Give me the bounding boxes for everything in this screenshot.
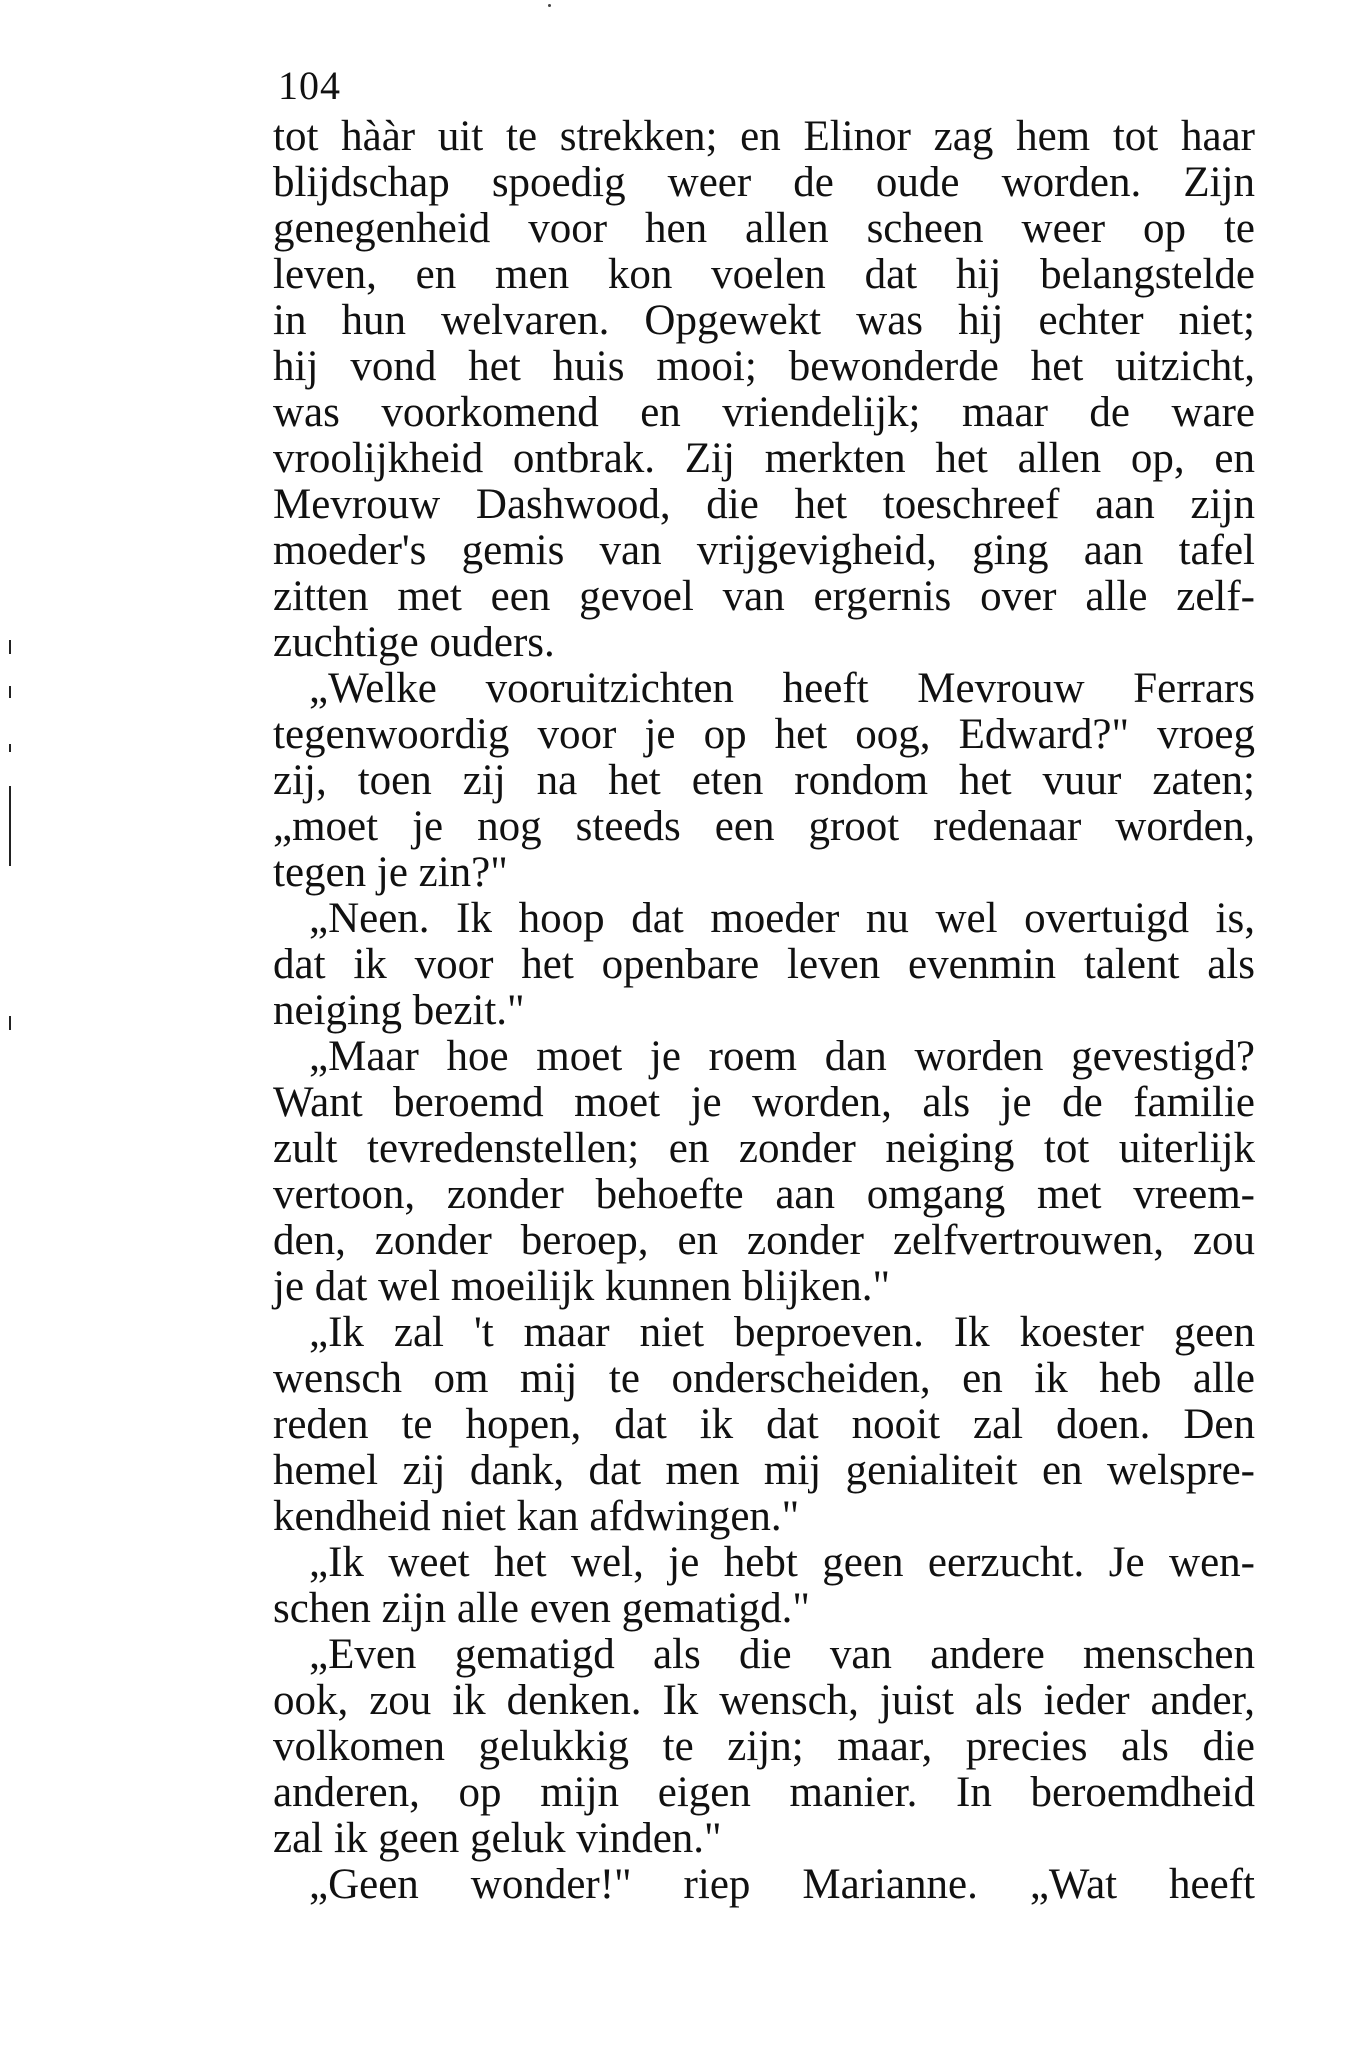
text-line: ook, zou ik denken. Ik wensch, juist als ieder ander, (273, 1677, 1255, 1724)
text-line: den, zonder beroep, en zonder zelfvertrouwen, zou (273, 1217, 1255, 1264)
text-line: blijdschap spoedig weer de oude worden. Zijn (273, 159, 1255, 206)
text-line: schen zijn alle even gematigd." (273, 1585, 810, 1632)
text-line: vroolijkheid ontbrak. Zij merkten het allen op, en (273, 435, 1255, 482)
text-line: tot hààr uit te strekken; en Elinor zag hem tot haar (273, 113, 1255, 160)
text-line: „Neen. Ik hoop dat moeder nu wel overtuigd is, (309, 895, 1255, 942)
text-line: reden te hopen, dat ik dat nooit zal doen. Den (273, 1401, 1255, 1448)
text-line: volkomen gelukkig te zijn; maar, precies als die (273, 1723, 1255, 1770)
text-line: tegenwoordig voor je op het oog, Edward?" vroeg (273, 711, 1255, 758)
text-line: zal ik geen geluk vinden." (273, 1815, 722, 1862)
body-text (273, 114, 1255, 1908)
text-line: zij, toen zij na het eten rondom het vuur zaten; (273, 757, 1255, 804)
text-line: tegen je zin?" (273, 849, 508, 896)
text-line: „Ik zal 't maar niet beproeven. Ik koester geen (309, 1309, 1255, 1356)
text-line: „Welke vooruitzichten heeft Mevrouw Ferrars (309, 665, 1255, 712)
text-line: „Geen wonder!" riep Marianne. „Wat heeft (309, 1861, 1255, 1908)
text-line: zuchtige ouders. (273, 619, 555, 666)
text-line: in hun welvaren. Opgewekt was hij echter niet; (273, 297, 1255, 344)
text-line: moeder's gemis van vrijgevigheid, ging aan tafel (273, 527, 1255, 574)
text-line: Want beroemd moet je worden, als je de familie (273, 1079, 1255, 1126)
text-line: zitten met een gevoel van ergernis over alle zelf- (273, 573, 1255, 620)
text-line: anderen, op mijn eigen manier. In beroemdheid (273, 1769, 1255, 1816)
text-line: „moet je nog steeds een groot redenaar worden, (273, 803, 1255, 850)
text-line: dat ik voor het openbare leven evenmin talent als (273, 941, 1255, 988)
text-line: zult tevredenstellen; en zonder neiging tot uiterlijk (273, 1125, 1255, 1172)
text-line: was voorkomend en vriendelijk; maar de ware (273, 389, 1255, 436)
text-line: „Even gematigd als die van andere menschen (309, 1631, 1255, 1678)
text-line: vertoon, zonder behoefte aan omgang met vreem- (273, 1171, 1255, 1218)
text-line: wensch om mij te onderscheiden, en ik heb alle (273, 1355, 1255, 1402)
page-number: 104 (278, 63, 341, 108)
margin-mark (9, 640, 11, 654)
text-line: hij vond het huis mooi; bewonderde het uitzicht, (273, 343, 1255, 390)
text-line: neiging bezit." (273, 987, 525, 1034)
text-line: „Ik weet het wel, je hebt geen eerzucht. Je wen- (309, 1539, 1255, 1586)
text-line: kendheid niet kan afdwingen." (273, 1493, 800, 1540)
margin-mark (9, 686, 11, 698)
text-line: leven, en men kon voelen dat hij belangstelde (273, 251, 1255, 298)
margin-mark (9, 1016, 11, 1030)
text-line: Mevrouw Dashwood, die het toeschreef aan zijn (273, 481, 1255, 528)
text-line: „Maar hoe moet je roem dan worden gevestigd? (309, 1033, 1255, 1080)
top-speck (548, 4, 551, 7)
text-line: genegenheid voor hen allen scheen weer op te (273, 205, 1255, 252)
margin-mark (9, 744, 11, 752)
text-line: je dat wel moeilijk kunnen blijken." (273, 1263, 891, 1310)
margin-mark (9, 786, 11, 866)
text-line: hemel zij dank, dat men mij genialiteit en welspre- (273, 1447, 1255, 1494)
